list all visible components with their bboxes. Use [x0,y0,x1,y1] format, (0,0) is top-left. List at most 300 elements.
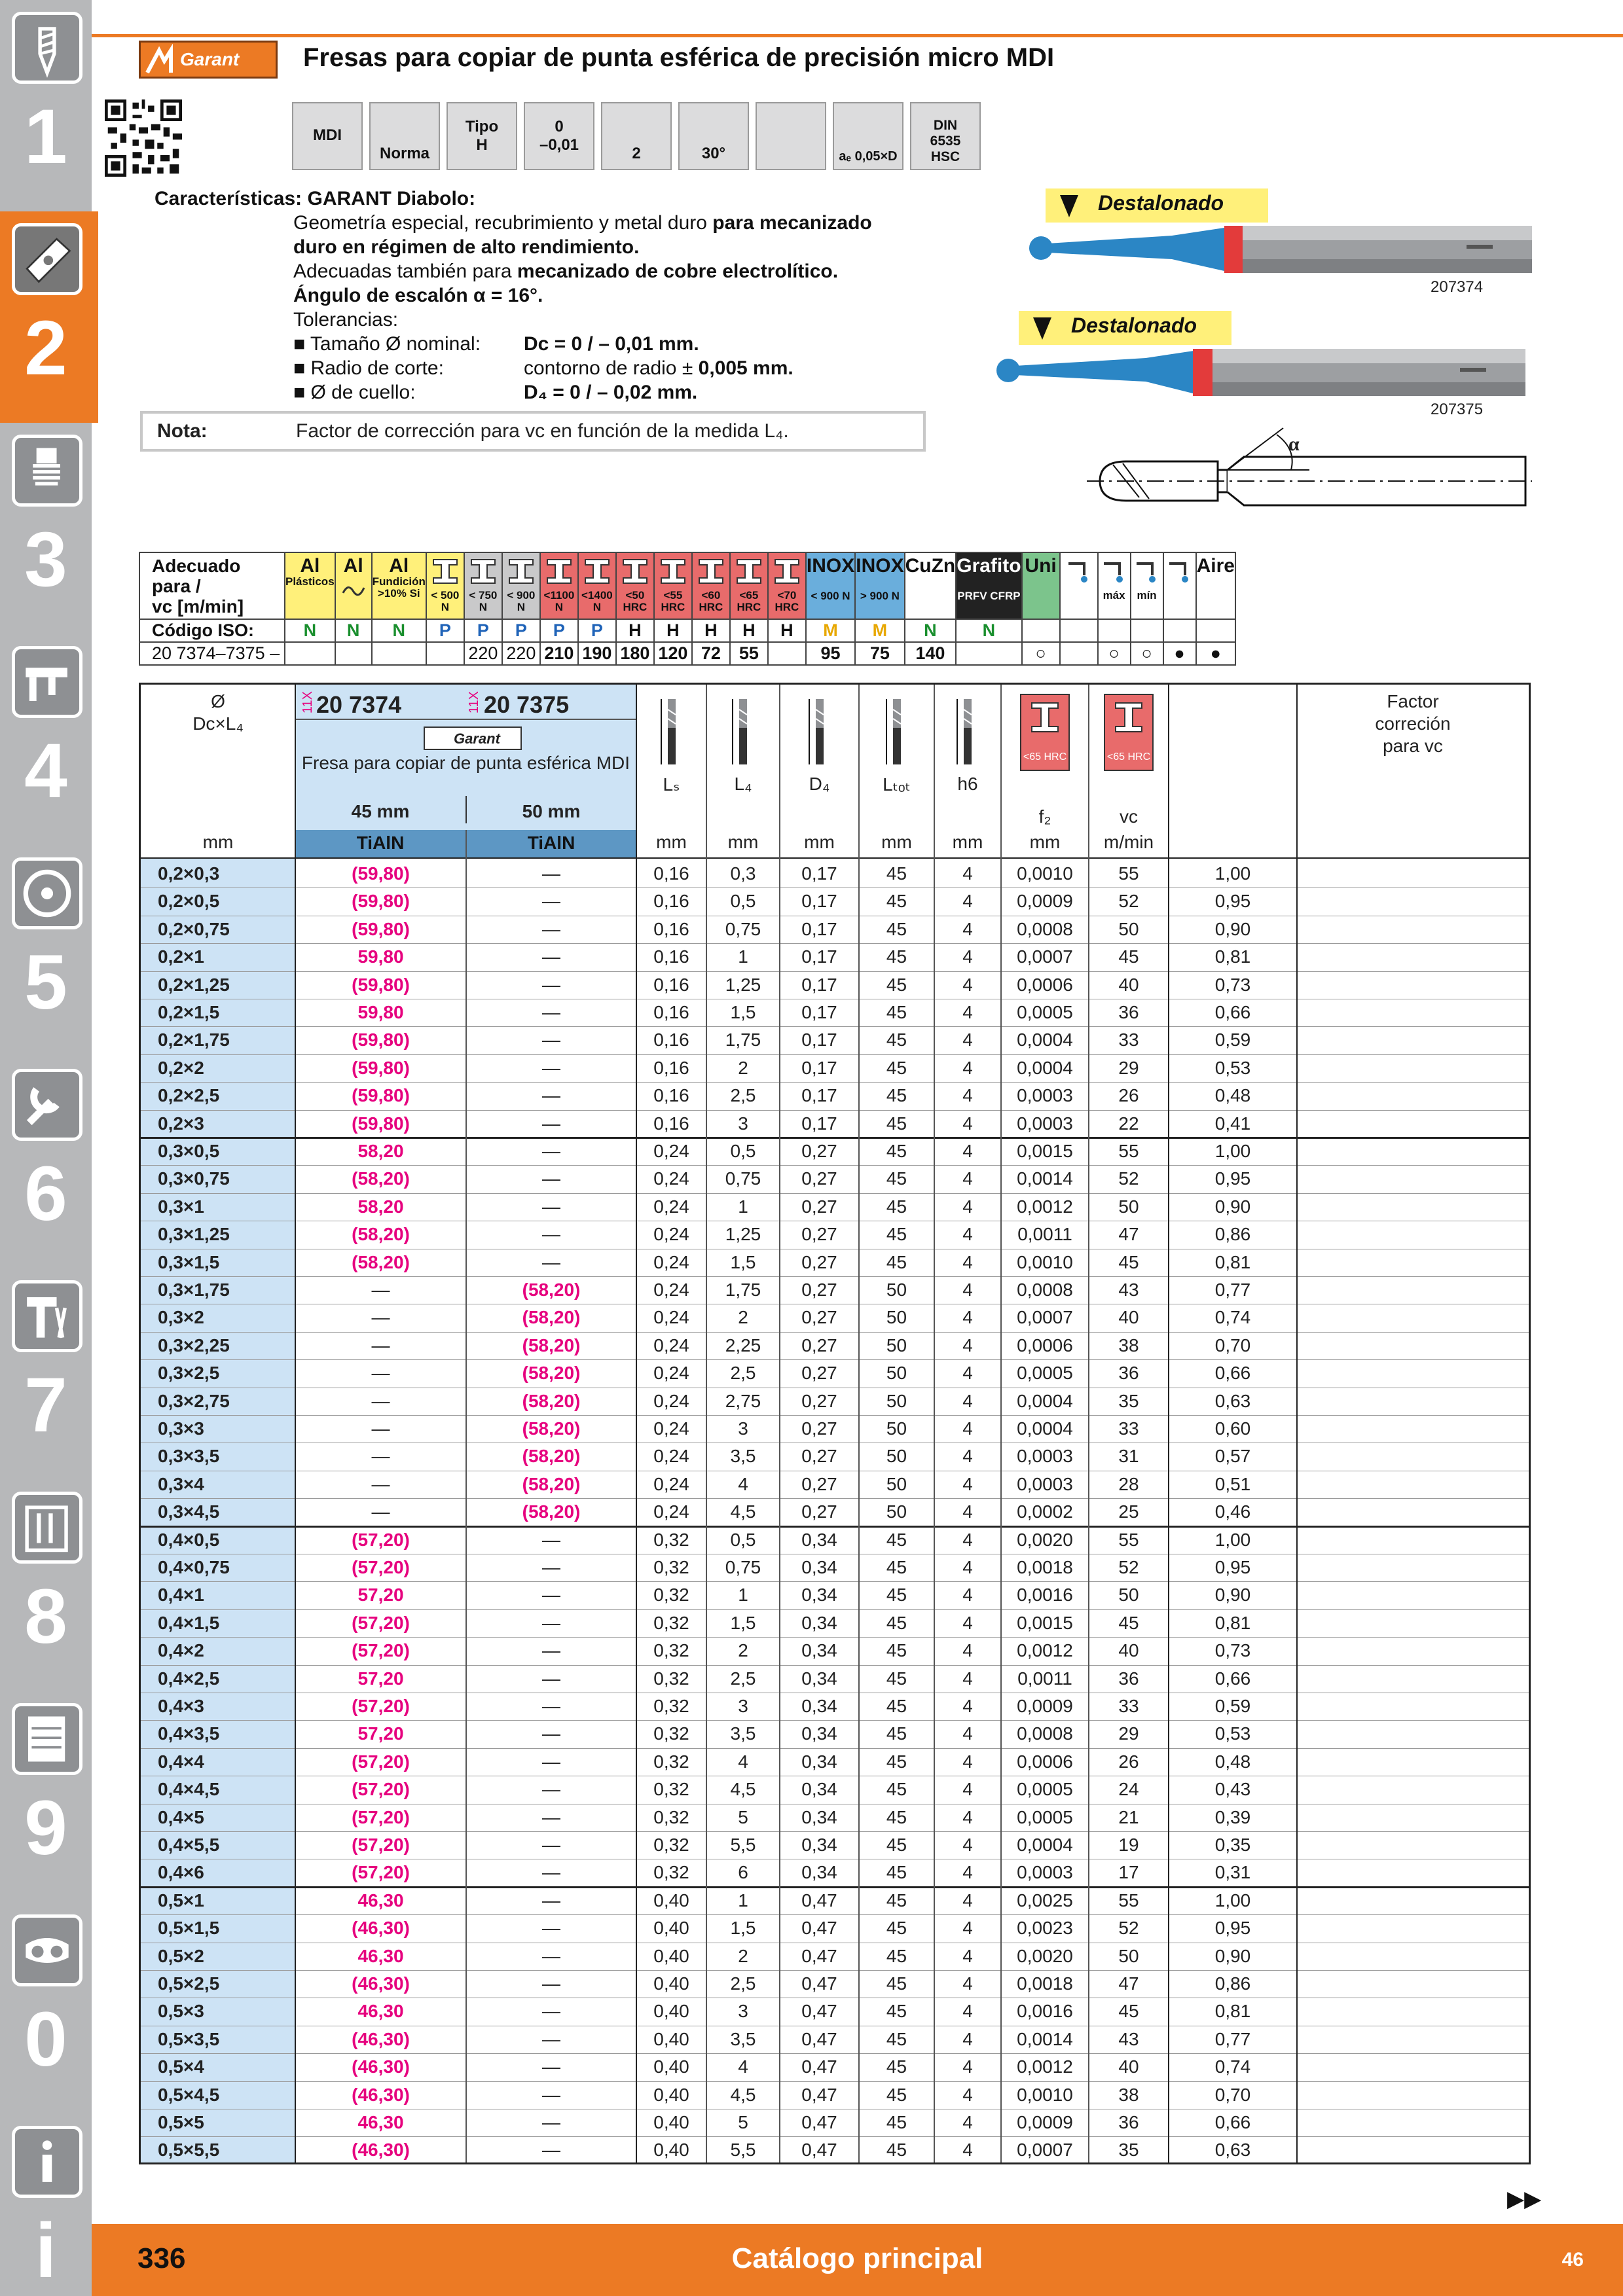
qr-code-icon[interactable] [105,99,182,177]
cell-1[interactable]: (46,30) [352,1973,410,1994]
cell-4: 1,5 [730,1251,756,1272]
cell-2: — [542,1529,560,1550]
cell-6: 45 [886,946,907,967]
table-row [141,999,1529,1027]
cell-0: 0,3×0,75 [158,1168,230,1189]
cell-1[interactable]: (58,20) [352,1224,410,1245]
matrix-col-top: CuZn [905,555,956,577]
cell-2[interactable]: (58,20) [522,1418,581,1439]
tolerance-label-2: ■ Radio de corte: [293,357,444,379]
wrench-icon [12,1069,82,1141]
cell-2: — [542,863,560,884]
cell-9: 40 [1118,1640,1139,1661]
cell-5: 0,34 [801,1806,837,1827]
drill-bit-icon [12,12,82,84]
cell-1[interactable]: 57,20 [357,1668,404,1689]
cell-1[interactable]: 57,20 [357,1723,404,1744]
table-row [141,860,1529,888]
cell-0: 0,4×2,5 [158,1668,220,1689]
cell-1[interactable]: (57,20) [352,1557,410,1577]
cell-0: 0,2×1,25 [158,974,230,995]
cell-10: 0,31 [1214,1862,1251,1883]
vc-value: ○ [1131,642,1163,665]
cell-1[interactable]: (59,80) [352,918,410,939]
cell-10: 0,95 [1214,1168,1251,1189]
cell-1[interactable]: (59,80) [352,1030,410,1050]
cell-7: 4 [962,1196,973,1217]
cell-7: 4 [962,2140,973,2161]
cell-8: 0,0005 [1017,1806,1073,1827]
cell-3: 0,24 [653,1473,689,1494]
vc-value: 95 [806,642,855,665]
cell-5: 0,47 [801,1945,837,1966]
cell-1[interactable]: 46,30 [357,2001,404,2022]
cell-9: 45 [1118,2001,1139,2022]
row-rule [141,1498,1529,1499]
cell-2[interactable]: (58,20) [522,1307,581,1328]
cell-7: 4 [962,891,973,912]
vc-value: 140 [905,642,957,665]
cell-9: 47 [1118,1973,1139,1994]
cell-3: 0,40 [653,2112,689,2132]
cell-2[interactable]: (58,20) [522,1335,581,1355]
cell-5: 0,34 [801,1835,837,1855]
cell-5: 0,27 [801,1224,837,1245]
matrix-col-sub: mín [1137,589,1157,601]
badge-11x-1: 11X [301,691,315,714]
steel-beam-icon [545,557,574,586]
cell-4: 1 [738,1585,748,1605]
dim-unit-5: mm [1029,832,1061,852]
cell-1[interactable]: (59,80) [352,891,410,912]
cell-1[interactable]: (58,20) [352,1168,410,1189]
sidebar-tab-number: 2 [24,305,67,391]
cell-5: 0,17 [801,974,837,995]
cell-9: 50 [1118,1196,1139,1217]
next-page-icon[interactable]: ▶▶ [1507,2186,1542,2212]
iso-code: P [502,619,540,642]
vc-value: ○ [1022,642,1060,665]
iso-code [1060,619,1098,642]
sidebar-tab-3[interactable] [0,423,92,634]
cell-8: 0,0016 [1017,2001,1073,2022]
table-row [141,1276,1529,1304]
sidebar-tab-8[interactable] [0,1480,92,1691]
table-row [141,971,1529,999]
cell-10: 0,35 [1214,1835,1251,1855]
cell-0: 0,3×1,75 [158,1280,230,1300]
cell-10: 0,59 [1214,1030,1251,1050]
cell-3: 0,32 [653,1668,689,1689]
cell-1[interactable]: (57,20) [352,1806,410,1827]
cell-3: 0,24 [653,1363,689,1384]
cell-4: 2,5 [730,1668,756,1689]
cell-1[interactable]: 46,30 [357,1890,404,1910]
cell-4: 3,5 [730,2028,756,2049]
cell-6: 50 [886,1501,907,1522]
cell-7: 4 [962,1307,973,1328]
badge-11x-2: 11X [467,691,481,714]
cell-8: 0,0006 [1017,1751,1073,1772]
cell-8: 0,0003 [1017,1085,1073,1106]
cell-3: 0,16 [653,863,689,884]
table-row [141,1859,1529,1887]
row-rule [141,1165,1529,1166]
cell-4: 1,5 [730,1918,756,1939]
cell-5: 0,34 [801,1779,837,1800]
cell-2: — [542,1141,560,1161]
cell-7: 4 [962,1973,973,1994]
cell-7: 4 [962,1751,973,1772]
sidebar-tab-number: i [35,2208,57,2294]
pictogram-line: –0,01 [539,135,579,154]
column-rule [1168,685,1169,2162]
cell-10: 0,74 [1214,1307,1251,1328]
sidebar-tab-2[interactable] [0,211,98,423]
cell-3: 0,24 [653,1196,689,1217]
cell-0: 0,2×0,3 [158,863,220,884]
cell-5: 0,47 [801,1918,837,1939]
cell-7: 4 [962,1862,973,1883]
cell-2: — [542,974,560,995]
sidebar-tab-1[interactable] [0,0,92,211]
cell-2: — [542,2084,560,2105]
cell-1[interactable]: (57,20) [352,1835,410,1855]
feature-line-1b: para mecanizado [712,212,872,234]
sidebar-tab-0[interactable] [0,1903,92,2114]
cell-8: 0,0020 [1017,1529,1073,1550]
cell-1: — [371,1307,390,1328]
aluminium-chip-icon [340,580,367,600]
cell-4: 0,3 [730,863,756,884]
cell-1[interactable]: (46,30) [352,2084,410,2105]
sidebar-tab-6[interactable] [0,1057,92,1268]
cell-6: 45 [886,1751,907,1772]
cell-1[interactable]: (57,20) [352,1612,410,1633]
cell-8: 0,0004 [1017,1418,1073,1439]
cell-1[interactable]: (59,80) [352,863,410,884]
iso-code: P [426,619,464,642]
cell-7: 4 [962,2028,973,2049]
cell-1[interactable]: (57,20) [352,1751,410,1772]
row-rule [141,2136,1529,2137]
cell-1[interactable]: (46,30) [352,2056,410,2077]
cell-8: 0,0003 [1017,1113,1073,1134]
vc-value: ● [1163,642,1196,665]
cell-2: — [542,1640,560,1661]
cell-9: 45 [1118,1612,1139,1633]
cell-3: 0,16 [653,1030,689,1050]
hardness-badge-5 [1020,694,1070,771]
table-row [141,1193,1529,1221]
pictogram-2 [447,102,517,170]
cell-9: 33 [1118,1696,1139,1716]
cell-6: 45 [886,891,907,912]
cell-5: 0,27 [801,1251,837,1272]
cell-9: 40 [1118,2056,1139,2077]
cell-3: 0,32 [653,1585,689,1605]
sidebar-tab-4[interactable] [0,634,92,846]
cell-8: 0,0009 [1017,891,1073,912]
cell-6: 50 [886,1280,907,1300]
cell-10: 0,57 [1214,1446,1251,1467]
cell-1[interactable]: 57,20 [357,1585,404,1605]
iso-code: H [730,619,768,642]
cell-0: 0,4×5,5 [158,1835,220,1855]
cell-8: 0,0004 [1017,1390,1073,1411]
cell-8: 0,0007 [1017,1307,1073,1328]
pictogram-text [371,145,439,162]
tolerance-value-3: D₄ = 0 / – 0,02 mm. [524,382,698,403]
cell-5: 0,47 [801,2140,837,2161]
cell-1[interactable]: 46,30 [357,2112,404,2132]
cell-8: 0,0015 [1017,1612,1073,1633]
cell-2: — [542,1779,560,1800]
cell-7: 4 [962,1418,973,1439]
dim-unit-1: mm [727,832,759,852]
table-row [141,1581,1529,1609]
cell-5: 0,34 [801,1668,837,1689]
cell-1[interactable]: 59,80 [357,1002,404,1022]
cell-0: 0,3×1 [158,1196,204,1217]
caliper-icon [12,646,82,718]
vc-value [372,642,426,665]
cell-1[interactable]: 58,20 [357,1141,404,1161]
cell-3: 0,40 [653,2084,689,2105]
cell-2: — [542,1612,560,1633]
cell-9: 52 [1118,1168,1139,1189]
cell-7: 4 [962,1030,973,1050]
cell-3: 0,16 [653,1113,689,1134]
iso-code: N [335,619,372,642]
cell-3: 0,32 [653,1779,689,1800]
cell-0: 0,5×4 [158,2056,204,2077]
row-rule [141,1665,1529,1666]
cell-2: — [542,1751,560,1772]
cell-4: 5,5 [730,1835,756,1855]
cell-4: 1 [738,946,748,967]
cell-2[interactable]: (58,20) [522,1501,581,1522]
sidebar-tab-5[interactable] [0,846,92,1057]
cell-4: 2 [738,1945,748,1966]
len-divider [465,796,467,823]
cell-1[interactable]: (46,30) [352,2028,410,2049]
cell-10: 0,81 [1214,946,1251,967]
cell-8: 0,0004 [1017,1057,1073,1078]
row-rule [141,1831,1529,1832]
table-row [141,1526,1529,1554]
matrix-col-3 [426,552,464,619]
cell-3: 0,16 [653,946,689,967]
pictogram-line: aₑ 0,05×D [839,149,898,164]
cell-6: 45 [886,1918,907,1939]
cell-5: 0,47 [801,1890,837,1910]
cell-5: 0,27 [801,1307,837,1328]
cell-8: 0,0025 [1017,1890,1073,1910]
cell-9: 31 [1118,1446,1139,1467]
vc-value: 72 [692,642,730,665]
cell-6: 45 [886,1723,907,1744]
range-label: 20 7374–7375 – [139,642,285,665]
pictogram-8 [910,102,981,170]
cell-5: 0,27 [801,1168,837,1189]
cell-1[interactable]: (46,30) [352,1918,410,1939]
cell-4: 0,75 [725,1557,761,1577]
cell-5: 0,34 [801,1751,837,1772]
cell-1[interactable]: (59,80) [352,974,410,995]
sidebar-tab-7[interactable] [0,1268,92,1480]
cell-9: 25 [1118,1501,1139,1522]
cell-7: 4 [962,1390,973,1411]
cell-9: 50 [1118,1945,1139,1966]
cell-8: 0,0011 [1017,1668,1072,1689]
table-row [141,2109,1529,2137]
cell-3: 0,32 [653,1529,689,1550]
cell-8: 0,0005 [1017,1779,1073,1800]
cell-1[interactable]: (57,20) [352,1640,410,1661]
cell-8: 0,0004 [1017,1835,1073,1855]
coolant-icon [1065,557,1093,586]
row-rule [141,2081,1529,2082]
table-row [141,1748,1529,1776]
cell-2: — [542,1085,560,1106]
cell-2[interactable]: (58,20) [522,1473,581,1494]
tap-icon [12,435,82,507]
matrix-col-sub: < 500 N [431,589,460,613]
cell-8: 0,0010 [1017,863,1073,884]
garant-logo [139,41,278,79]
cell-0: 0,2×1,5 [158,1002,220,1022]
cell-1[interactable]: (57,20) [352,1862,410,1883]
row-rule [141,2053,1529,2054]
cell-5: 0,47 [801,2028,837,2049]
cell-3: 0,24 [653,1168,689,1189]
cell-1[interactable]: 58,20 [357,1196,404,1217]
cell-7: 4 [962,946,973,967]
iso-code: P [540,619,578,642]
cell-2: — [542,1113,560,1134]
cell-6: 45 [886,1251,907,1272]
matrix-col-sub: <1100 N [543,589,575,613]
steel-beam-icon [621,557,649,586]
sidebar-tab-9[interactable] [0,1691,92,1903]
cell-3: 0,16 [653,918,689,939]
table-row [141,1304,1529,1332]
matrix-col-sub: <70 HRC [775,589,799,613]
iso-code [1196,619,1235,642]
matrix-col-sub: <55 HRC [661,589,685,613]
cell-1[interactable]: (57,20) [352,1779,410,1800]
cell-1[interactable]: 59,80 [357,946,404,967]
tool-image-207375 [976,337,1539,403]
matrix-col-7 [578,552,616,619]
row-rule [141,1914,1529,1915]
cell-7: 4 [962,1557,973,1577]
iso-code: M [806,619,855,642]
sidebar-tab-number: 8 [24,1573,67,1660]
cell-0: 0,4×6 [158,1862,204,1883]
cell-2: — [542,1057,560,1078]
cell-2[interactable]: (58,20) [522,1390,581,1411]
iso-code: P [578,619,616,642]
cell-0: 0,3×4 [158,1473,204,1494]
cell-4: 1,5 [730,1002,756,1022]
cell-4: 3 [738,1113,748,1134]
cell-2[interactable]: (58,20) [522,1363,581,1384]
cell-1[interactable]: 46,30 [357,1945,404,1966]
cell-0: 0,5×2,5 [158,1973,220,1994]
steel-beam-icon [697,557,725,586]
cell-10: 0,77 [1214,2028,1251,2049]
matrix-col-17 [1022,552,1060,619]
cell-3: 0,32 [653,1835,689,1855]
cell-5: 0,17 [801,891,837,912]
pictogram-line: HSC [930,149,960,165]
down-triangle-icon [1033,317,1051,340]
dcl-label: Dᴄ×L₄ [192,713,244,734]
sidebar-tab-i[interactable] [0,2114,92,2296]
cell-7: 4 [962,1779,973,1800]
cell-4: 5,5 [730,2140,756,2161]
coating-1: TiAlN [356,833,405,853]
dim-unit-2: mm [804,832,835,852]
cell-2: — [542,1251,560,1272]
cell-1[interactable]: (46,30) [352,2140,410,2161]
cell-8: 0,0018 [1017,1973,1073,1994]
row-rule [141,1082,1529,1083]
dim-label-1: L₄ [734,774,752,794]
cell-2[interactable]: (58,20) [522,1280,581,1300]
length-50: 50 mm [522,801,581,821]
cell-5: 0,17 [801,863,837,884]
material-suitability-matrix [139,552,1236,666]
cell-5: 0,17 [801,1057,837,1078]
cell-6: 45 [886,1806,907,1827]
hardness-text: <65 HRC [1106,751,1151,762]
matrix-col-11 [730,552,768,619]
end-mill-dimension-icon [807,696,833,768]
cell-9: 52 [1118,1557,1139,1577]
cell-2: — [542,1168,560,1189]
table-row [141,1249,1529,1277]
iso-code: N [285,619,335,642]
cell-5: 0,17 [801,1030,837,1050]
vc-value: 210 [540,642,578,665]
iso-code [1022,619,1060,642]
cell-10: 0,90 [1214,1196,1251,1217]
cell-2[interactable]: (58,20) [522,1446,581,1467]
cell-1[interactable]: (57,20) [352,1529,410,1550]
cell-4: 1,5 [730,1612,756,1633]
cell-1[interactable]: (59,80) [352,1113,410,1134]
row-rule [141,1748,1529,1749]
cell-5: 0,47 [801,2112,837,2132]
cell-1[interactable]: (57,20) [352,1696,410,1716]
header-divider [295,719,636,720]
cell-3: 0,16 [653,1057,689,1078]
cell-1[interactable]: (58,20) [352,1251,410,1272]
matrix-title [139,552,285,619]
cell-2: — [542,891,560,912]
cell-1[interactable]: (59,80) [352,1085,410,1106]
cell-10: 0,66 [1214,1668,1251,1689]
safety-goggles-icon [12,1914,82,1986]
tool-profile-drawing [1087,412,1532,524]
cell-6: 45 [886,1696,907,1716]
cell-1[interactable]: (59,80) [352,1057,410,1078]
pictogram-text [834,149,902,164]
cell-10: 0,46 [1214,1501,1251,1522]
